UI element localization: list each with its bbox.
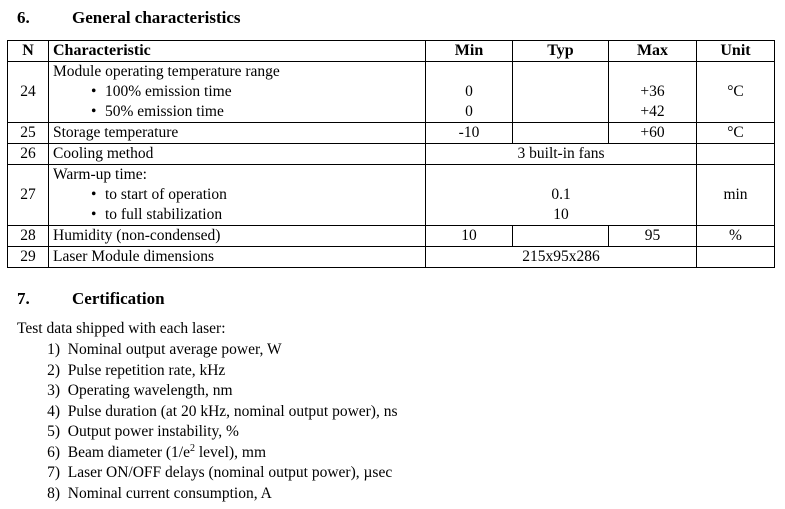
sub-item-label: 100% emission time [105, 83, 232, 100]
max-value: 95 [609, 226, 697, 247]
header-n: N [8, 41, 49, 62]
merged-value-cell [426, 165, 697, 226]
list-item-text: Operating wavelength, nm [67, 382, 233, 399]
unit-cell [697, 144, 775, 165]
typ-cell [513, 62, 609, 123]
min-cell [426, 62, 513, 123]
table-row [8, 62, 775, 123]
list-item-text [68, 443, 266, 464]
list-item-text: Pulse duration (at 20 kHz, nominal output power), ns [67, 402, 398, 420]
characteristic-label: Cooling method [49, 144, 426, 165]
merged-value: 10 [553, 206, 569, 223]
list-item-number: 8) [47, 484, 60, 502]
sub-item [53, 82, 421, 102]
list-item-text-part: Beam diameter (1/e [67, 443, 190, 461]
typ-cell [513, 123, 609, 144]
list-item [17, 381, 398, 402]
header-min: Min [426, 41, 513, 62]
sub-item-label: to full stabilization [105, 206, 223, 223]
row-number: 25 [8, 123, 49, 144]
list-item-text: Pulse repetition rate, kHz [67, 361, 226, 379]
list-item-number: 6) [47, 443, 60, 461]
characteristic-cell [49, 165, 426, 226]
list-item [17, 422, 398, 443]
characteristic-label: Storage temperature [49, 123, 426, 144]
section-6-title: General characteristics [72, 8, 241, 27]
section-7-heading [17, 289, 165, 309]
characteristic-label: Warm-up time: [53, 166, 147, 183]
section-7-number: 7. [17, 289, 30, 308]
unit-cell: min [697, 165, 775, 226]
superscript: 2 [189, 442, 195, 454]
certification-list [17, 340, 398, 504]
max-value: +36 [640, 83, 665, 100]
table-row [8, 123, 775, 144]
section-6-number: 6. [17, 8, 30, 27]
unit-cell: % [697, 226, 775, 247]
list-item-number: 4) [47, 402, 60, 420]
list-item-text: Output power instability, % [67, 423, 239, 440]
merged-value: 3 built-in fans [426, 144, 697, 165]
unit-cell [697, 247, 775, 268]
min-value: -10 [426, 123, 513, 144]
list-item-text: Nominal output average power, W [67, 341, 282, 358]
row-number: 24 [8, 62, 49, 123]
certification-intro: Test data shipped with each laser: [17, 320, 226, 337]
list-item [17, 443, 398, 464]
section-7-title: Certification [72, 289, 165, 308]
max-value: +42 [640, 103, 665, 120]
min-value: 0 [465, 83, 473, 100]
characteristic-label: Humidity (non-condensed) [49, 226, 426, 247]
table-row [8, 247, 775, 268]
bullet-icon: • [91, 83, 97, 100]
characteristic-label: Laser Module dimensions [49, 247, 426, 268]
max-value: +60 [609, 123, 697, 144]
header-unit: Unit [697, 41, 775, 62]
list-item [17, 463, 398, 484]
list-item-text: Nominal current consumption, A [67, 484, 272, 502]
sub-item [53, 102, 421, 122]
list-item-text: Laser ON/OFF delays (nominal output power), µsec [67, 464, 393, 481]
section-6-heading [17, 8, 241, 28]
sub-item-label: 50% emission time [105, 103, 224, 120]
characteristic-cell [49, 62, 426, 123]
list-item [17, 361, 398, 382]
unit-cell: °C [697, 123, 775, 144]
list-item-number: 1) [47, 341, 60, 358]
header-max: Max [609, 41, 697, 62]
list-item-number: 5) [47, 423, 60, 440]
table-row [8, 144, 775, 165]
merged-value: 215x95x286 [426, 247, 697, 268]
list-item [17, 402, 398, 423]
bullet-icon: • [91, 206, 97, 223]
general-characteristics-table [7, 40, 775, 268]
list-item [17, 340, 398, 361]
typ-cell [513, 226, 609, 247]
sub-item [53, 185, 421, 205]
row-number: 29 [8, 247, 49, 268]
row-number: 28 [8, 226, 49, 247]
row-number: 27 [8, 165, 49, 226]
bullet-icon: • [91, 103, 97, 120]
header-characteristic: Characteristic [49, 41, 426, 62]
list-item [17, 484, 398, 505]
table-header-row [8, 41, 775, 62]
list-item-number: 3) [47, 382, 60, 399]
list-item-number: 7) [47, 464, 60, 481]
bullet-icon: • [91, 186, 97, 203]
sub-item [53, 205, 421, 225]
table-row [8, 165, 775, 226]
characteristic-label: Module operating temperature range [53, 63, 280, 80]
min-value: 10 [426, 226, 513, 247]
max-cell [609, 62, 697, 123]
list-item-number: 2) [47, 361, 60, 379]
header-typ: Typ [513, 41, 609, 62]
merged-value: 0.1 [551, 186, 571, 203]
min-value: 0 [465, 103, 473, 120]
list-item-text-part: level), mm [194, 443, 267, 461]
row-number: 26 [8, 144, 49, 165]
table-row [8, 226, 775, 247]
sub-item-label: to start of operation [105, 186, 227, 203]
unit-cell: °C [697, 62, 775, 123]
